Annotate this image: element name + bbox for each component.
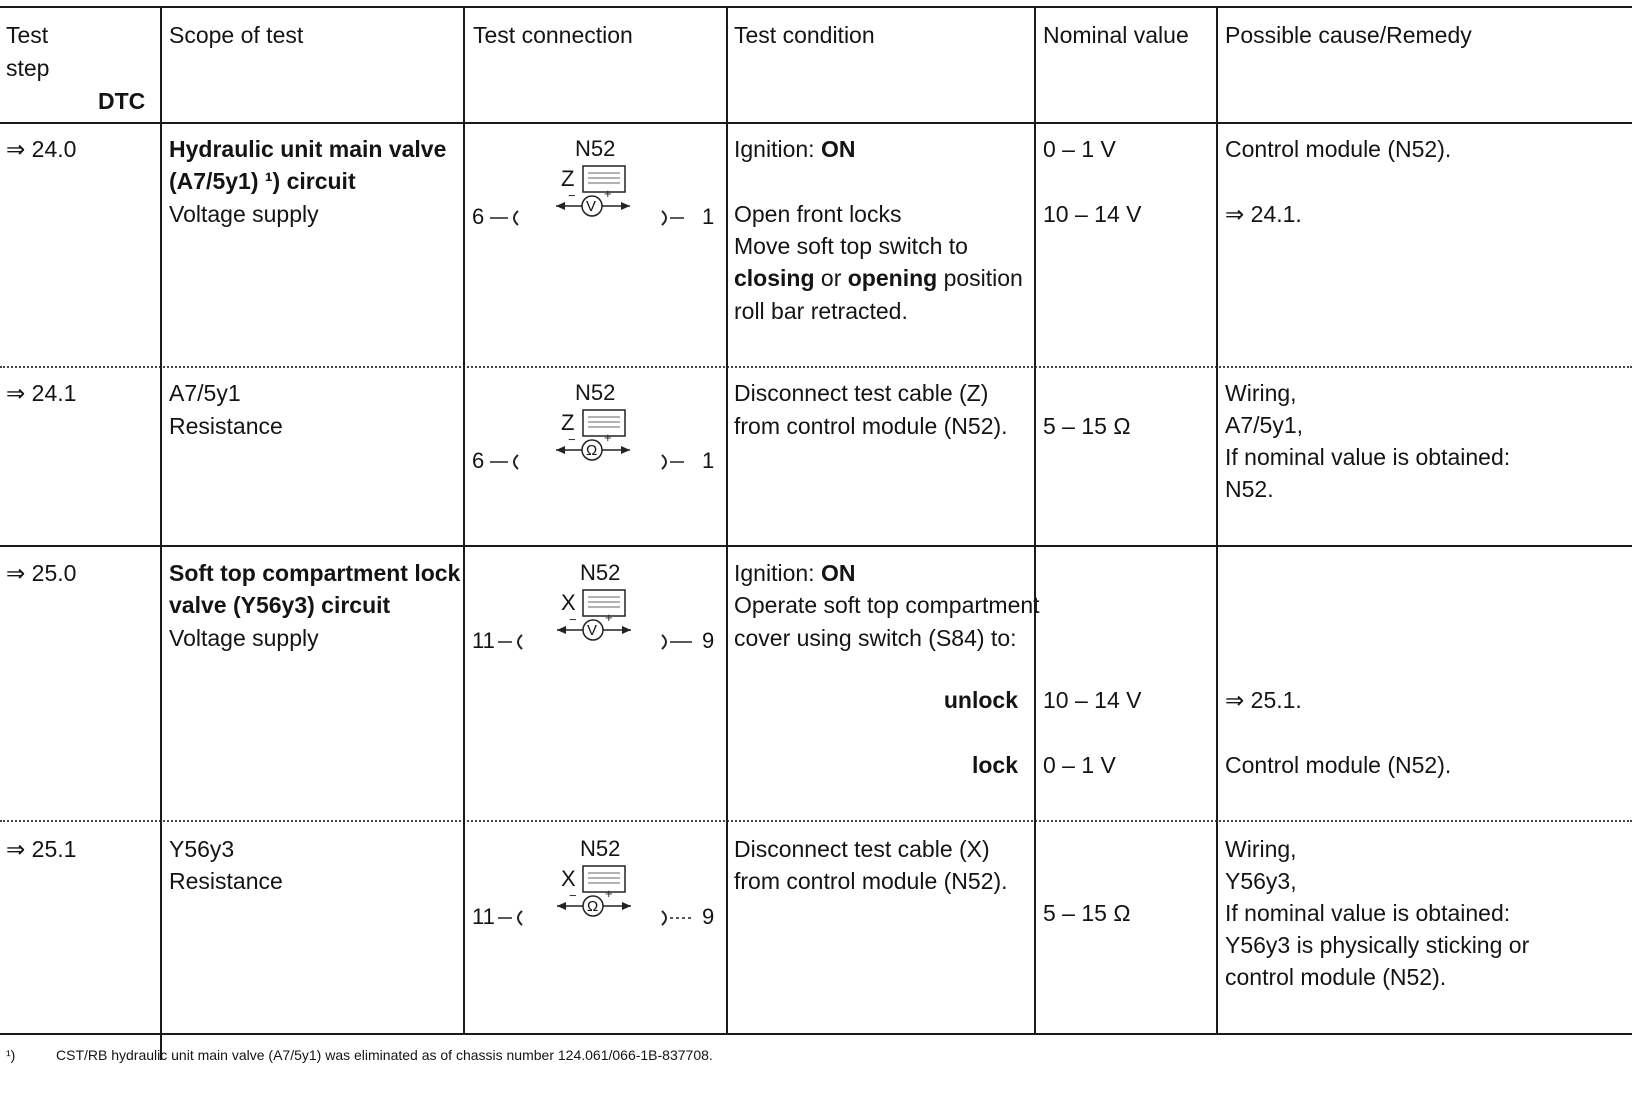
remedy-text: Control module (N52). <box>1225 136 1452 162</box>
test-condition-emphasis: opening <box>847 265 938 291</box>
meter-symbol: Ω <box>586 442 598 459</box>
test-condition-lock: lock <box>971 752 1018 778</box>
probe-right <box>662 211 666 225</box>
test-condition: Operate soft top compartment <box>734 592 1040 618</box>
meter-symbol: V <box>586 198 597 215</box>
connector-block <box>583 866 625 892</box>
test-condition: cover using switch (S84) to: <box>734 625 1017 651</box>
header-remedy: Possible cause/Remedy <box>1225 22 1472 48</box>
probe-left <box>518 635 522 649</box>
test-condition: Disconnect test cable (Z) <box>734 380 989 406</box>
header-nominal: Nominal value <box>1043 22 1189 48</box>
scope-detail: Resistance <box>169 868 283 894</box>
test-condition-emphasis: ON <box>820 136 856 162</box>
cable-label: X <box>561 866 576 891</box>
pin-right: 9 <box>702 904 715 929</box>
column-divider <box>726 6 728 1035</box>
test-condition <box>734 261 1023 295</box>
nominal-value: 5 – 15 Ω <box>1043 900 1131 926</box>
nominal-value: 5 – 15 Ω <box>1043 413 1131 439</box>
test-step-number: ⇒ 24.0 <box>6 136 77 162</box>
cable-label: Z <box>561 166 575 191</box>
column-divider <box>1034 6 1036 1035</box>
remedy-link: ⇒ 25.1. <box>1225 687 1302 713</box>
remedy-text: Y56y3, <box>1225 868 1297 894</box>
header-bottom-rule <box>0 122 1632 124</box>
test-condition: from control module (N52). <box>734 868 1008 894</box>
pin-right: 1 <box>702 448 715 473</box>
connection-wiring <box>470 132 710 232</box>
module-label: N52 <box>580 836 621 861</box>
multimeter-circle <box>583 620 603 640</box>
pin-left: 6 <box>472 448 485 473</box>
remedy-text: If nominal value is obtained: <box>1225 900 1511 926</box>
meter-symbol: Ω <box>587 898 599 915</box>
svg-text:+: + <box>605 610 613 625</box>
header-dtc: DTC <box>98 88 146 114</box>
column-divider <box>160 6 162 1060</box>
test-condition-text: or <box>814 265 848 291</box>
remedy-text: control module (N52). <box>1225 964 1447 990</box>
pin-right: 1 <box>702 204 715 229</box>
multimeter-circle <box>582 440 602 460</box>
footnote-text: CST/RB hydraulic unit main valve (A7/5y1) was eliminated as of chassis number 124.061/066-1B-837708. <box>56 1047 713 1063</box>
pin-left: 11 <box>472 904 495 929</box>
probe-right <box>662 911 666 925</box>
test-condition-text: Ignition: <box>734 560 821 586</box>
connection-wiring <box>470 832 710 932</box>
test-condition-text: position <box>937 265 1023 291</box>
test-connection-diagram <box>470 832 715 932</box>
module-label: N52 <box>575 136 616 161</box>
test-condition: Open front locks <box>734 201 902 227</box>
cable-label: Z <box>561 410 575 435</box>
scope-title: A7/5y1 <box>169 380 241 406</box>
pin-right: 9 <box>702 628 715 653</box>
test-condition-emphasis: closing <box>734 265 815 291</box>
scope-detail: Voltage supply <box>169 625 319 651</box>
column-divider <box>463 6 465 1035</box>
column-divider <box>1216 6 1218 1035</box>
module-label: N52 <box>580 560 621 585</box>
test-condition: Move soft top switch to <box>734 233 968 259</box>
cable-label: X <box>561 590 576 615</box>
scope-detail: Resistance <box>169 413 283 439</box>
remedy-text: A7/5y1, <box>1225 412 1303 438</box>
test-condition-unlock: unlock <box>943 687 1018 713</box>
test-step-number: ⇒ 25.0 <box>6 560 77 586</box>
multimeter-circle <box>582 196 602 216</box>
pin-left: 11 <box>472 628 495 653</box>
nominal-value: 0 – 1 V <box>1043 752 1116 778</box>
remedy-text: N52. <box>1225 476 1274 502</box>
test-step-number: ⇒ 24.1 <box>6 380 77 406</box>
test-condition <box>734 132 855 166</box>
remedy-text: Y56y3 is physically sticking or <box>1225 932 1530 958</box>
multimeter-circle <box>583 896 603 916</box>
test-connection-diagram <box>470 132 715 232</box>
remedy-text: Control module (N52). <box>1225 752 1452 778</box>
scope-title: Y56y3 <box>169 836 235 862</box>
scope-title: Hydraulic unit main valve <box>169 136 447 162</box>
connection-wiring <box>470 556 710 656</box>
header-scope: Scope of test <box>169 22 304 48</box>
table-bottom-rule <box>0 1033 1632 1035</box>
probe-right <box>662 635 666 649</box>
header-connection: Test connection <box>473 22 633 48</box>
test-connection-diagram <box>470 556 715 656</box>
pin-left: 6 <box>472 204 485 229</box>
header-condition: Test condition <box>734 22 875 48</box>
meter-symbol: V <box>587 622 598 639</box>
test-condition: roll bar retracted. <box>734 298 908 324</box>
row-divider <box>0 820 1632 822</box>
test-condition: from control module (N52). <box>734 413 1008 439</box>
svg-text:+: + <box>604 430 612 445</box>
svg-text:−: − <box>568 188 576 203</box>
svg-text:−: − <box>569 888 577 903</box>
table-top-rule <box>0 6 1632 8</box>
svg-text:+: + <box>604 186 612 201</box>
module-label: N52 <box>575 380 616 405</box>
probe-left <box>514 455 518 469</box>
nominal-value: 10 – 14 V <box>1043 201 1142 227</box>
test-condition-text: Ignition: <box>734 136 821 162</box>
remedy-text: Wiring, <box>1225 836 1297 862</box>
connection-wiring <box>470 376 710 476</box>
scope-title: (A7/5y1) ¹) circuit <box>169 168 356 194</box>
svg-text:−: − <box>568 432 576 447</box>
scope-title: valve (Y56y3) circuit <box>169 592 391 618</box>
nominal-value: 10 – 14 V <box>1043 687 1142 713</box>
test-step-number: ⇒ 25.1 <box>6 836 77 862</box>
test-condition-emphasis: ON <box>820 560 856 586</box>
remedy-text: If nominal value is obtained: <box>1225 444 1511 470</box>
row-divider <box>0 545 1632 547</box>
row-divider <box>0 366 1632 368</box>
probe-left <box>518 911 522 925</box>
probe-left <box>514 211 518 225</box>
header-test-step: step <box>6 55 50 81</box>
test-condition: Disconnect test cable (X) <box>734 836 990 862</box>
header-test-step: Test <box>6 22 49 48</box>
test-connection-diagram <box>470 376 715 476</box>
remedy-link: ⇒ 24.1. <box>1225 201 1302 227</box>
svg-text:−: − <box>569 612 577 627</box>
nominal-value: 0 – 1 V <box>1043 136 1116 162</box>
svg-text:+: + <box>605 886 613 901</box>
scope-title: Soft top compartment lock <box>169 560 461 586</box>
test-condition <box>734 556 855 590</box>
connector-block <box>583 590 625 616</box>
scope-detail: Voltage supply <box>169 201 319 227</box>
probe-right <box>662 455 666 469</box>
footnote-mark: ¹) <box>6 1047 16 1063</box>
remedy-text: Wiring, <box>1225 380 1297 406</box>
